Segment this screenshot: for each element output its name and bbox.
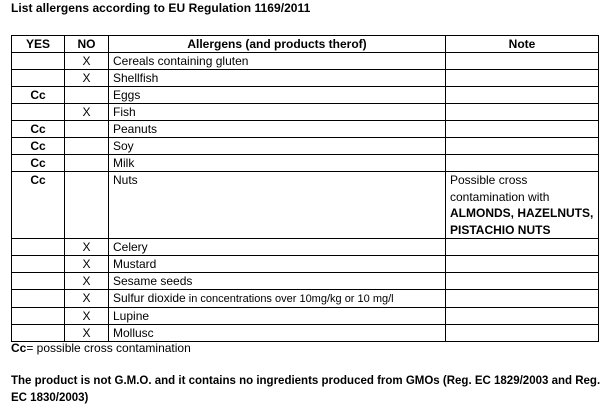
allergen-cell: Lupine: [109, 308, 446, 325]
note-cell: [446, 87, 599, 104]
note-cell: [446, 70, 599, 87]
note-cell: [446, 172, 599, 239]
allergen-cell: Milk: [109, 155, 446, 172]
yes-cell: Cc: [12, 121, 65, 138]
note-bold-text: ALMONDS, HAZELNUTS, PISTACHIO NUTS: [450, 206, 594, 237]
page-heading: List allergens according to EU Regulation 1169/2011: [11, 1, 311, 15]
table-row: [12, 239, 599, 256]
note-cell: [446, 121, 599, 138]
table-row: [12, 138, 599, 155]
yes-cell: Cc: [12, 87, 65, 104]
yes-cell: [12, 256, 65, 273]
note-cell: [446, 273, 599, 290]
header-no: NO: [65, 36, 109, 53]
note-cell: [446, 290, 599, 308]
footnote: [11, 341, 191, 355]
allergen-main-text: Sulfur dioxide: [113, 291, 186, 306]
allergen-cell: [109, 290, 446, 308]
table-row: [12, 70, 599, 87]
note-plain-text: Possible cross contamination with: [450, 173, 550, 204]
yes-cell: [12, 290, 65, 308]
no-cell: X: [65, 273, 109, 290]
note-cell: [446, 138, 599, 155]
footnote-definition: = possible cross contamination: [26, 341, 191, 355]
no-cell: X: [65, 104, 109, 121]
allergen-cell: Nuts: [109, 172, 446, 239]
header-allergen: Allergens (and products therof): [109, 36, 446, 53]
note-cell: [446, 256, 599, 273]
header-yes: YES: [12, 36, 65, 53]
allergen-cell: Peanuts: [109, 121, 446, 138]
table-row: [12, 325, 599, 342]
yes-cell: [12, 104, 65, 121]
no-cell: X: [65, 239, 109, 256]
footnote-term: Cc: [11, 341, 27, 355]
allergen-cell: Shellfish: [109, 70, 446, 87]
no-cell: X: [65, 53, 109, 70]
no-cell: [65, 172, 109, 239]
table-row: [12, 256, 599, 273]
allergen-cell: Fish: [109, 104, 446, 121]
table-row: [12, 53, 599, 70]
yes-cell: [12, 239, 65, 256]
allergen-table: [11, 35, 599, 342]
allergen-cell: Mustard: [109, 256, 446, 273]
no-cell: X: [65, 70, 109, 87]
table-row: [12, 308, 599, 325]
gmo-statement: The product is not G.M.O. and it contains no ingredients produced from GMOs (Reg. EC 1829/2003 and Reg. EC 1830/2003): [11, 375, 601, 404]
allergen-cell: Soy: [109, 138, 446, 155]
allergen-qualifier-text: in concentrations over 10mg/kg or 10 mg/l: [185, 293, 394, 306]
no-cell: X: [65, 290, 109, 308]
allergen-cell: Sesame seeds: [109, 273, 446, 290]
note-cell: [446, 239, 599, 256]
no-cell: [65, 138, 109, 155]
yes-cell: [12, 325, 65, 342]
yes-cell: Cc: [12, 155, 65, 172]
yes-cell: [12, 53, 65, 70]
table-header-row: [12, 36, 599, 53]
no-cell: X: [65, 256, 109, 273]
note-cell: [446, 325, 599, 342]
no-cell: [65, 121, 109, 138]
note-cell: [446, 308, 599, 325]
yes-cell: [12, 273, 65, 290]
yes-cell: Cc: [12, 172, 65, 239]
no-cell: [65, 155, 109, 172]
no-cell: X: [65, 325, 109, 342]
allergen-cell: Mollusc: [109, 325, 446, 342]
note-cell: [446, 104, 599, 121]
cross-contamination-note: [450, 172, 594, 238]
allergen-cell: Cereals containing gluten: [109, 53, 446, 70]
yes-cell: [12, 308, 65, 325]
note-cell: [446, 155, 599, 172]
table-row: [12, 273, 599, 290]
allergen-cell: Celery: [109, 239, 446, 256]
table-row: [12, 172, 599, 239]
note-cell: [446, 53, 599, 70]
table-row: [12, 155, 599, 172]
no-cell: X: [65, 308, 109, 325]
table-row: [12, 87, 599, 104]
no-cell: [65, 87, 109, 104]
allergen-cell: Eggs: [109, 87, 446, 104]
table-row: [12, 104, 599, 121]
table-row: [12, 121, 599, 138]
yes-cell: Cc: [12, 138, 65, 155]
yes-cell: [12, 70, 65, 87]
table-row: [12, 290, 599, 308]
header-note: Note: [446, 36, 599, 53]
